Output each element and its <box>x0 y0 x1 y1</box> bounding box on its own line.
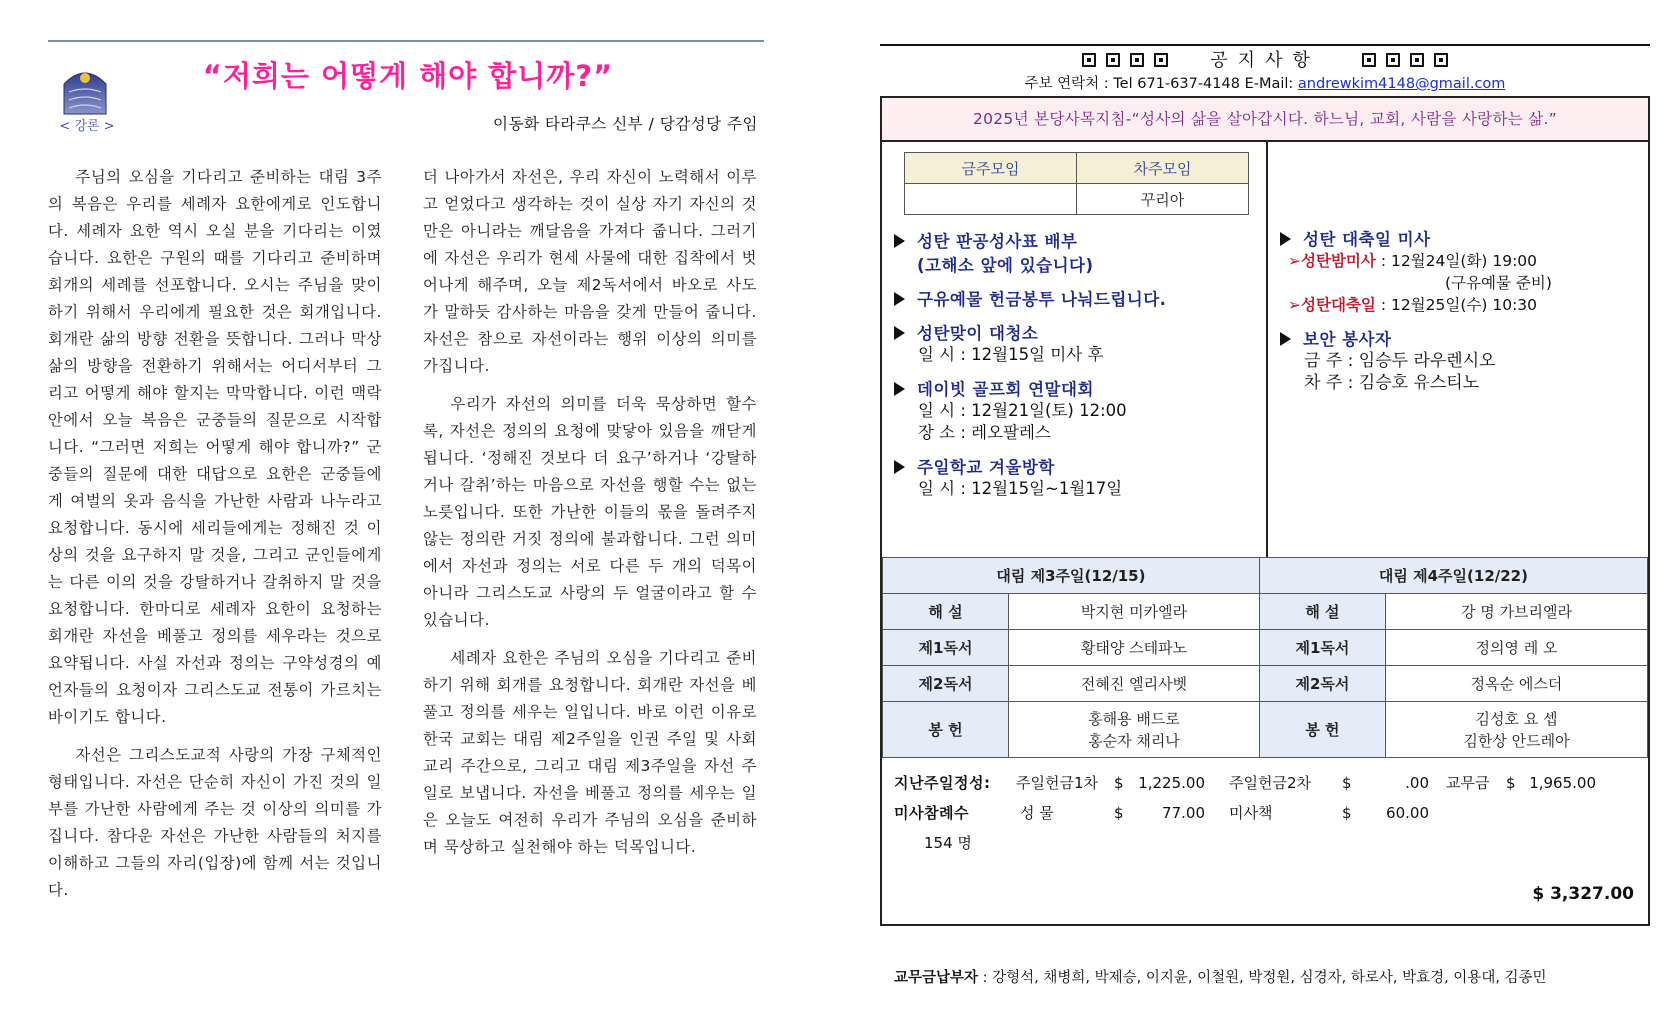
notice-heading: 성탄 판공성사표 배부 <box>917 232 1078 251</box>
homily-paragraph: 주님의 오심을 기다리고 준비하는 대림 3주의 복음은 우리를 세례자 요한에게로 인도합니다. 세례자 요한 역시 오실 분을 기다리는 이였습니다. 요한은 구원의 때를 기다리고 준비하며 회개의 세례를 선포합니다. 오시는 주님을 맞이하기 위해서 우리에게 필요한 것은 회개입니다. 회개란 삶의 방향 전환을 뜻합니다. 그러나 막상 삶의 방향을 전환하기 위해서는 어디서부터 그리고 어떻게 해야 할지는 막막합니다. 이런 맥락 안에서 오늘 복음은 군중들의 질문으로 시작합니다. “그러면 저희는 어떻게 해야 합니까?” 군중들의 질문에 대한 대답으로 요한은 군중들에게 여벌의 옷과 음식을 가난한 사람과 나누라고 요청합니다. 동시에 세리들에게는 정해진 것 이상의 것을 요구하지 말 것을, 그리고 군인들에게는 다른 이의 것을 강탈하거나 갈취하지 말 것을 요청합니다. 한마디로 세례자 요한이 요청하는 회개란 자선을 베풀고 정의를 세우라는 것으로 요약됩니다. 사실 자선과 정의는 구약성경의 예언자들의 요청이자 그리스도교 전통이 가르치는 바이기도 합니다. <box>48 168 382 726</box>
top-rule <box>48 40 764 42</box>
notice-item <box>894 286 1254 310</box>
square-bullet-icon <box>1130 53 1144 67</box>
homily-paragraph: 세례자 요한은 주님의 오심을 기다리고 준비하기 위해 회개를 요청합니다. 회개란 자선을 베풀고 정의를 세우는 일입니다. 바로 이런 이유로 한국 교회는 대림 제2주일을 인권 주일 및 사회 교리 주간으로, 그리고 대림 제3주일을 자선 주일로 보냅니다. 자선을 베풀고 정의를 세우는 일은 오늘도 여전히 우리가 주님의 오심을 준비하며 묵상하고 실천해야 하는 덕목입니다. <box>423 649 757 856</box>
meetings-next-week: 꾸리아 <box>1077 184 1249 215</box>
notice-item <box>1280 226 1640 316</box>
triangle-bullet-icon <box>894 326 905 340</box>
column-divider <box>1266 142 1268 557</box>
notice-list-left <box>894 228 1254 510</box>
homily-column-1 <box>48 164 382 915</box>
security-next-week: 차 주 : 김승호 유스티노 <box>1304 373 1480 393</box>
notice-item <box>894 454 1254 500</box>
contact-label: 주보 연락처 : Tel 671-637-4148 E-Mail: <box>1024 76 1294 92</box>
security-this-week: 금 주 : 임승두 라우렌시오 <box>1304 351 1496 371</box>
square-bullet-icon <box>1386 53 1400 67</box>
triangle-bullet-icon <box>1280 332 1291 346</box>
table-row: 해 설 박지현 미카엘라 해 설 강 명 가브리엘라 <box>883 594 1648 630</box>
notice-heading: 성탄맞이 대청소 <box>917 324 1039 343</box>
mass-note: (구유예물 준비) <box>1445 274 1552 292</box>
square-bullet-icon <box>1154 53 1168 67</box>
notice-heading: 성탄 대축일 미사 <box>1303 230 1431 249</box>
square-bullet-icon <box>1362 53 1376 67</box>
arrow-right-icon: ➢ <box>1288 296 1301 314</box>
notice-detail: 일 시 : 12월15일 미사 후 <box>918 345 1104 364</box>
ministry-schedule-table <box>882 557 1648 758</box>
week4-header: 대림 제4주일(12/22) <box>1259 558 1647 594</box>
donor-names: : 강형석, 채병희, 박제승, 이지윤, 이철원, 박정원, 심경자, 하로사, 박효경, 이용대, 김종민 <box>982 970 1547 986</box>
homily-column-2 <box>423 164 757 872</box>
notice-list-right <box>1280 226 1640 404</box>
triangle-bullet-icon <box>894 382 905 396</box>
homily-title: “저희는 어떻게 해야 합니까?” <box>202 59 614 93</box>
table-row: 제2독서 전혜진 엘리사벳 제2독서 정옥순 에스더 <box>883 666 1648 702</box>
meetings-table <box>904 152 1249 215</box>
homily-paragraph: 우리가 자선의 의미를 더욱 묵상하면 할수록, 자선은 정의의 요청에 맞닿아 있음을 깨닫게 됩니다. ‘정해진 것보다 더 요구’하거나 ‘강탈하거나 갈취’하는 마음으로 자선을 행할 수는 없는 노릇입니다. 또한 가난한 이들의 몫을 돌려주지 않는 정의란 거짓 정의에 불과합니다. 그런 의미에서 자선과 정의는 서로 다른 두 개의 덕목이 아니라 그리스도교 사랑의 두 얼굴이라고 할 수 있습니다. <box>423 395 757 629</box>
notice-item <box>894 320 1254 366</box>
notice-page <box>880 44 1650 986</box>
notice-item <box>1280 326 1640 394</box>
square-bullet-icon <box>1082 53 1096 67</box>
notice-detail: 일 시 : 12월21일(토) 12:00 <box>918 401 1127 420</box>
homily-paragraph: 자선은 그리스도교적 사랑의 가장 구체적인 형태입니다. 자선은 단순히 자신이 가진 것의 일부를 가난한 사람에게 주는 것 이상의 의미를 가집니다. 참다운 자선은 가난한 사람들의 처지를 이해하고 그들의 자리(입장)에 함께 서는 것입니다. <box>48 746 382 899</box>
notice-heading: 데이빗 골프회 연말대회 <box>917 380 1094 399</box>
homily-page <box>48 36 764 996</box>
notice-heading-line2: (고해소 앞에 있습니다) <box>917 256 1094 275</box>
triangle-bullet-icon <box>894 234 905 248</box>
contact-line <box>880 72 1650 93</box>
notice-item <box>894 228 1254 276</box>
homily-paragraph: 더 나아가서 자선은, 우리 자신이 노력해서 이루고 얻었다고 생각하는 것이 실상 자기 자신의 것만은 아니라는 깨달음을 가져다 줍니다. 그러기에 자선은 우리가 현세 사물에 대한 집착에서 벗어나게 해주며, 오늘 제2독서에서 바오로 사도가 말하듯 감사하는 마음을 갖게 만들어 줍니다. 자선은 참으로 자선이라는 행위 이상의 의미를 가집니다. <box>423 168 757 375</box>
week3-header: 대림 제3주일(12/15) <box>883 558 1260 594</box>
finance-summary <box>894 768 1644 858</box>
church-emblem-icon <box>60 62 110 116</box>
table-row: 제1독서 황태양 스테파노 제1독서 정의영 레 오 <box>883 630 1648 666</box>
section-label: < 강론 > <box>59 119 115 134</box>
notice-detail: 장 소 : 레오팔레스 <box>918 423 1051 442</box>
meetings-this-week <box>905 184 1077 215</box>
triangle-bullet-icon <box>894 292 905 306</box>
email-link[interactable]: andrewkim4148@gmail.com <box>1297 76 1506 92</box>
table-row: 봉 헌 홍해용 배드로 홍순자 채리나 봉 헌 김성호 요 셉 김한상 안드레아 <box>883 702 1648 758</box>
donor-list <box>894 966 1644 987</box>
triangle-bullet-icon <box>894 460 905 474</box>
notice-detail: 일 시 : 12월15일~1월17일 <box>918 479 1123 498</box>
finance-row-1: 지난주일정성: 주일헌금1차 $ 1,225.00 주일헌금2차 $ .00 교무금 $ 1,965.00 <box>894 774 1596 792</box>
notice-heading: 주일학교 겨울방학 <box>917 458 1055 477</box>
notice-title <box>880 46 1650 72</box>
notice-heading: 구유예물 헌금봉투 나눠드립니다. <box>917 290 1167 309</box>
donor-label: 교무금납부자 <box>894 970 979 986</box>
notice-area <box>882 142 1648 557</box>
notice-item <box>894 376 1254 444</box>
notice-box <box>880 96 1650 986</box>
finance-row-2: 미사참례수 성 물 $ 77.00 미사책 $ 60.00 <box>894 804 1429 822</box>
attendance-row: 154 명 <box>924 834 972 852</box>
square-bullet-icon <box>1106 53 1120 67</box>
notice-heading: 보안 봉사자 <box>1303 330 1392 349</box>
pastoral-motto: 2025년 본당사목지침-“성사의 삶을 살아갑시다. 하느님, 교회, 사람을 사랑하는 삶.” <box>882 98 1648 142</box>
homily-byline: 이동화 타라쿠스 신부 / 당감성당 주임 <box>493 115 758 133</box>
meetings-header-this-week: 금주모임 <box>905 153 1077 184</box>
mass-time-day: ➢성탄대축일 : 12월25일(수) 10:30 <box>1288 296 1538 314</box>
square-bullet-icon <box>1410 53 1424 67</box>
arrow-right-icon: ➢ <box>1288 252 1301 270</box>
meetings-header-next-week: 차주모임 <box>1077 153 1249 184</box>
triangle-bullet-icon <box>1280 232 1291 246</box>
mass-time-eve: ➢성탄밤미사 : 12월24일(화) 19:00 <box>1288 252 1538 270</box>
notice-title-text: 공지사항 <box>1210 50 1320 71</box>
square-bullet-icon <box>1434 53 1448 67</box>
finance-total: $ 3,327.00 <box>1532 884 1634 904</box>
